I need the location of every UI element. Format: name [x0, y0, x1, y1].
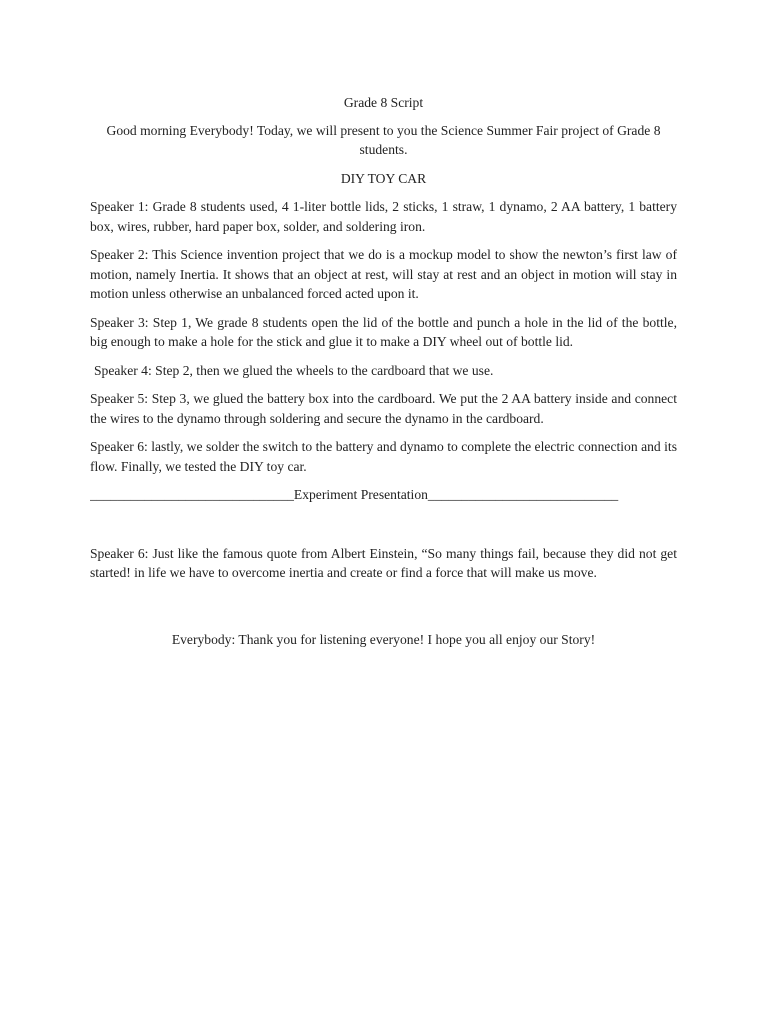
- speaker-2-paragraph: Speaker 2: This Science invention project that we do is a mockup model to show the newton’s first law of motion, namely Inertia. It shows that an object at rest, will stay at rest and an object in motion will stay in motion unless otherwise an unbalanced forced acted upon it.: [90, 247, 677, 301]
- document-page: [90, 93, 677, 649]
- speaker-4-paragraph: Speaker 4: Step 2, then we glued the wheels to the cardboard that we use.: [94, 362, 494, 378]
- speaker-5-paragraph: Speaker 5: Step 3, we glued the battery box into the cardboard. We put the 2 AA battery inside and connect the wires to the dynamo through soldering and secure the dynamo in the cardboard.: [90, 391, 677, 426]
- speaker-1-paragraph: Speaker 1: Grade 8 students used, 4 1-liter bottle lids, 2 sticks, 1 straw, 1 dynamo, 2 AA battery, 1 battery box, wires, rubber, hard paper box, solder, and soldering iron.: [90, 199, 677, 234]
- closing-line: Everybody: Thank you for listening everyone! I hope you all enjoy our Story!: [171, 631, 596, 647]
- document-title: Grade 8 Script: [343, 95, 424, 110]
- intro-paragraph: Good morning Everybody! Today, we will present to you the Science Summer Fair project of Grade 8 students.: [106, 122, 661, 157]
- speaker-3-paragraph: Speaker 3: Step 1, We grade 8 students open the lid of the bottle and punch a hole in the lid of the bottle, big enough to make a hole for the stick and glue it to make a DIY wheel out of bottle lid.: [90, 314, 677, 349]
- speaker-6-paragraph: Speaker 6: lastly, we solder the switch to the battery and dynamo to complete the electric connection and its flow. Finally, we tested the DIY toy car.: [90, 439, 677, 474]
- experiment-presentation-divider: ______________________________Experiment Presentation____________________________: [90, 487, 619, 502]
- project-heading: DIY TOY CAR: [340, 170, 427, 186]
- spacer: [90, 592, 677, 630]
- quote-paragraph: Speaker 6: Just like the famous quote from Albert Einstein, “So many things fail, because they did not get started! in life we have to overcome inertia and create or find a force that will make us move.: [90, 545, 677, 580]
- spacer: [90, 514, 677, 544]
